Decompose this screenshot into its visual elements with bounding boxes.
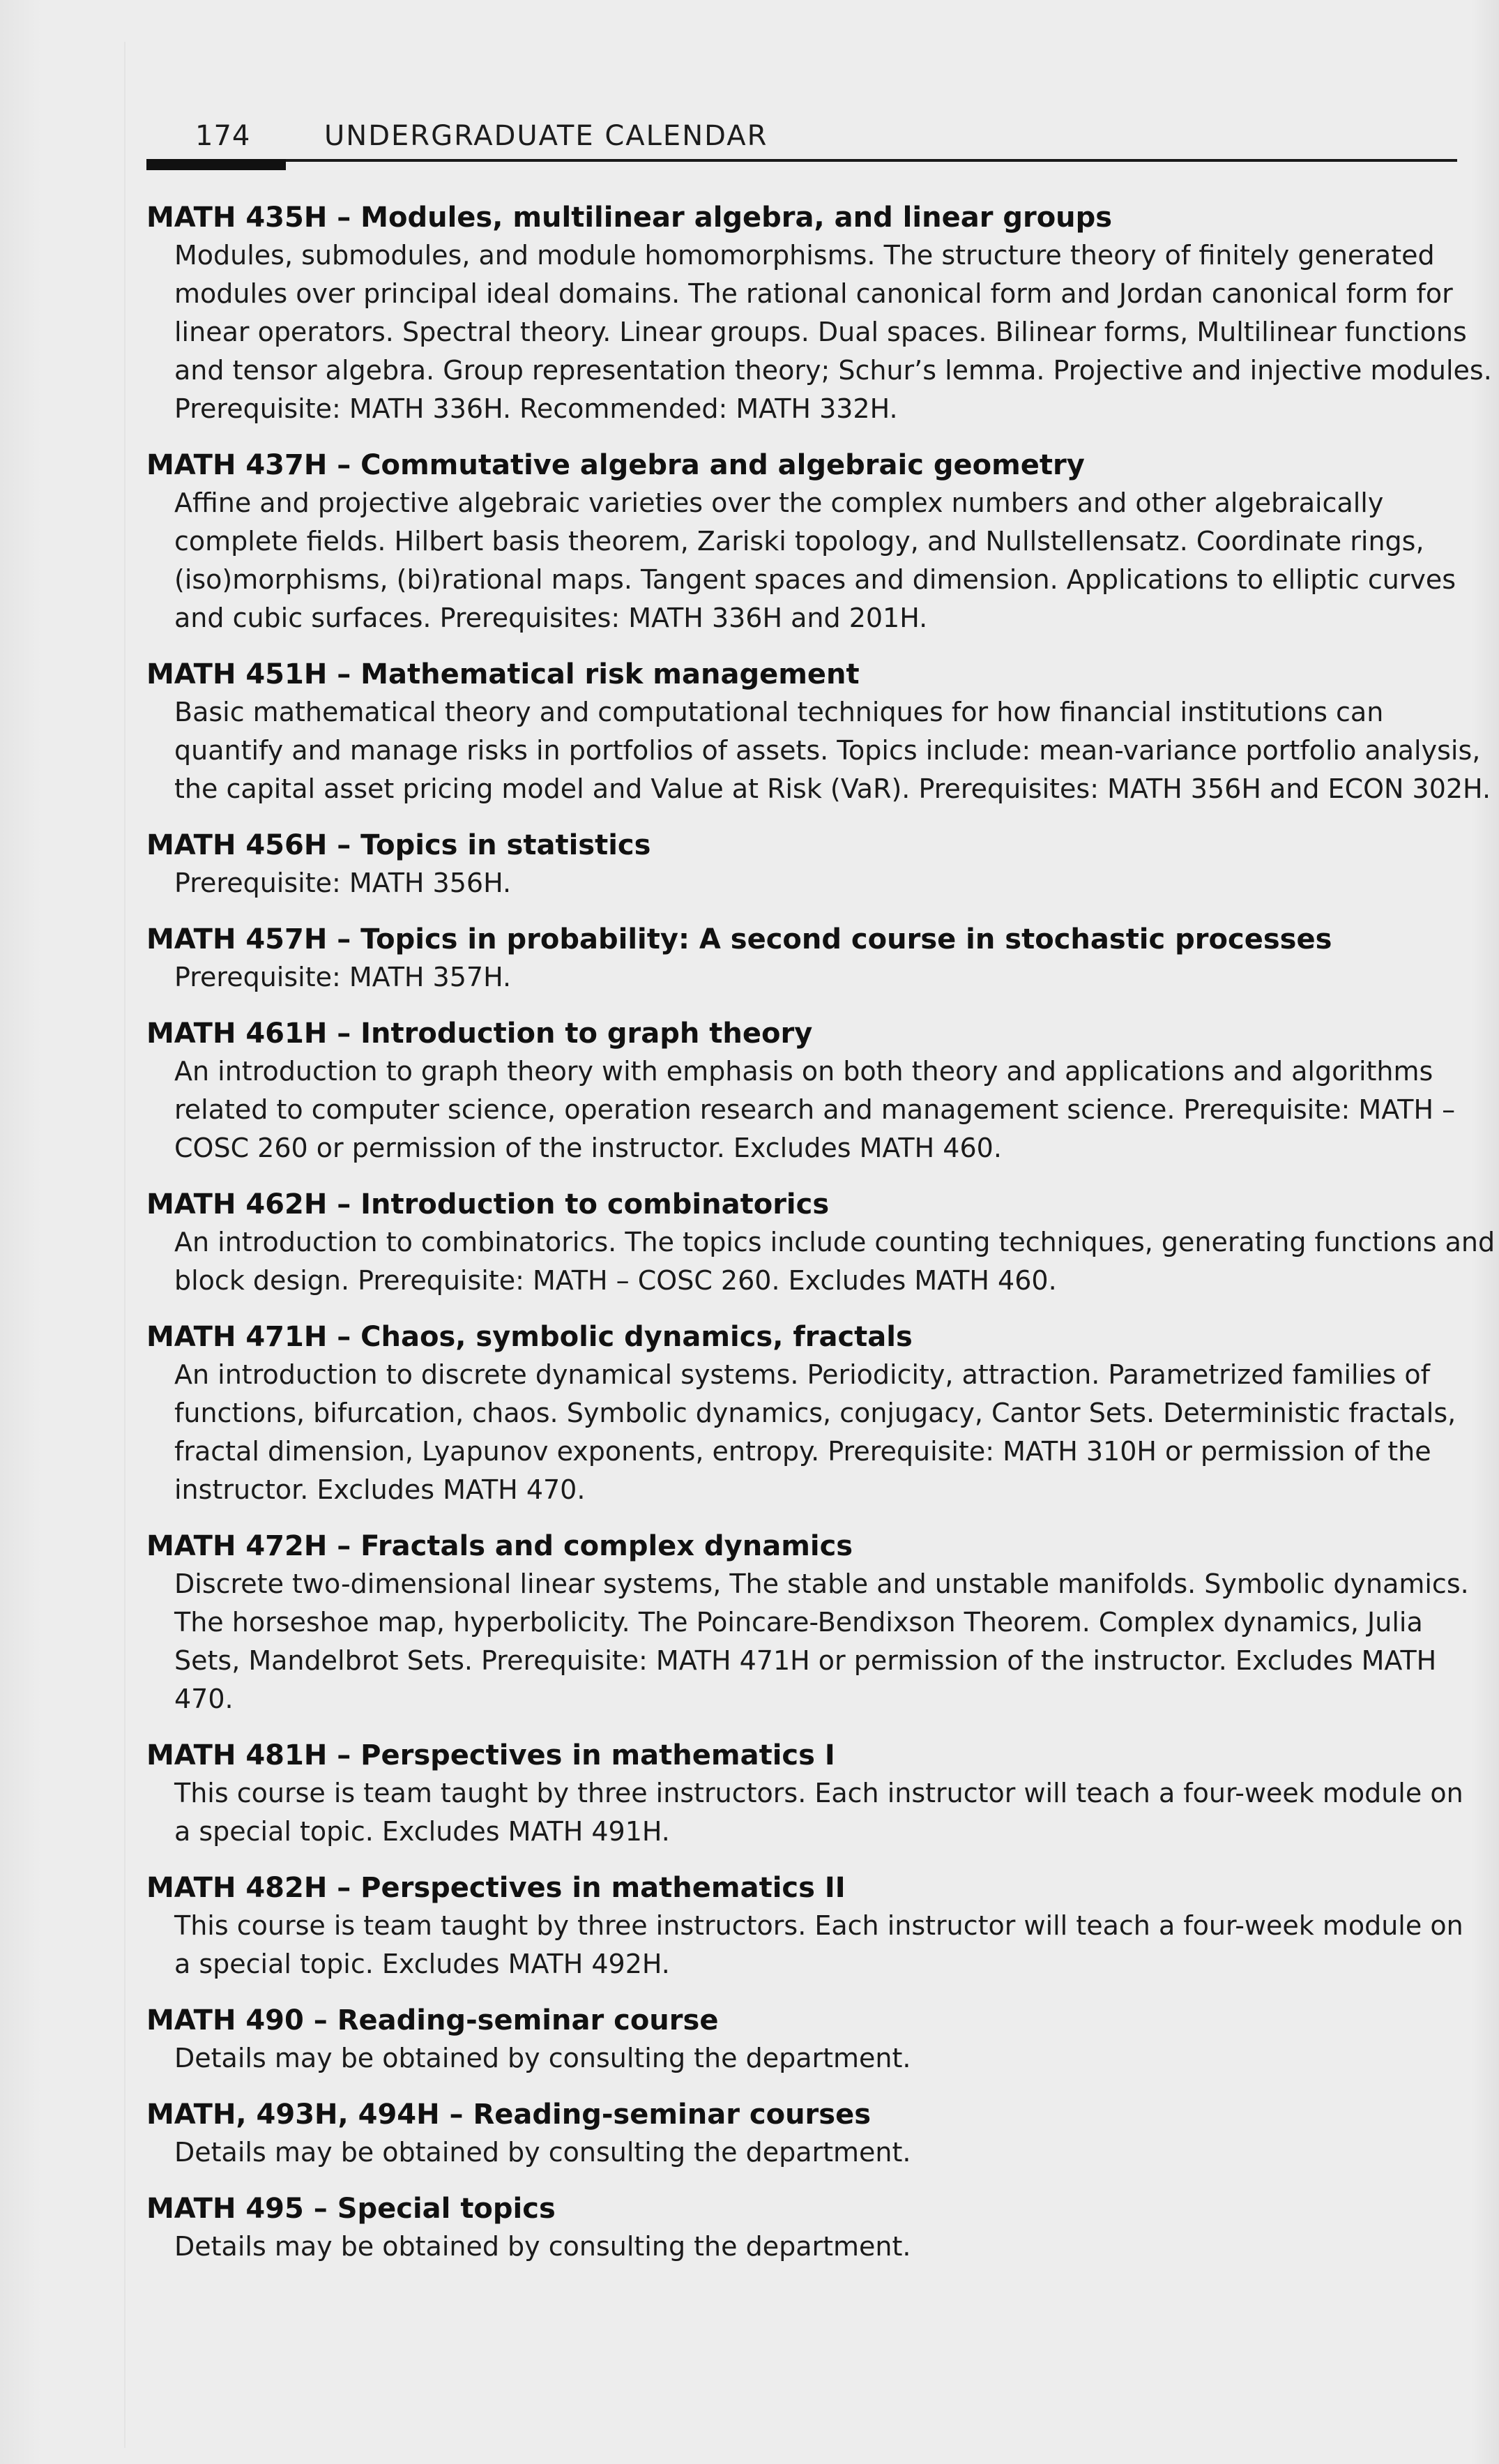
course-description: [174, 693, 1499, 808]
course-title: MATH 456H – Topics in statistics: [146, 829, 651, 861]
description-line: An introduction to graph theory with emphasis on both theory and applications and algorithms: [174, 1056, 1433, 1087]
course-entry: [146, 1186, 1499, 1300]
course-description: [174, 1052, 1499, 1167]
course-description: [174, 1565, 1499, 1718]
description-line: Details may be obtained by consulting the department.: [174, 2137, 911, 2168]
course-title: MATH 490 – Reading-seminar course: [146, 2004, 719, 2036]
description-line: Prerequisite: MATH 356H.: [174, 868, 512, 898]
course-entry: [146, 199, 1499, 428]
description-line: and cubic surfaces. Prerequisites: MATH 336H and 201H.: [174, 603, 928, 633]
course-entry: [146, 921, 1499, 997]
description-line: fractal dimension, Lyapunov exponents, entropy. Prerequisite: MATH 310H or permission of the: [174, 1436, 1431, 1467]
course-entry: [146, 1869, 1499, 1983]
description-line: Sets, Mandelbrot Sets. Prerequisite: MATH 471H or permission of the instructor. Excludes MATH: [174, 1645, 1437, 1676]
course-description: [174, 1356, 1499, 1509]
description-line: block design. Prerequisite: MATH – COSC 260. Excludes MATH 460.: [174, 1265, 1057, 1296]
course-title: MATH 457H – Topics in probability: A second course in stochastic processes: [146, 923, 1332, 955]
description-line: instructor. Excludes MATH 470.: [174, 1474, 586, 1505]
course-entry: [146, 656, 1499, 808]
description-line: Prerequisite: MATH 336H. Recommended: MATH 332H.: [174, 393, 898, 424]
description-line: a special topic. Excludes MATH 492H.: [174, 1949, 670, 1979]
course-title: MATH 437H – Commutative algebra and algebraic geometry: [146, 449, 1085, 481]
header-rule-accent: [146, 159, 286, 170]
course-description: [174, 2228, 1499, 2266]
description-line: This course is team taught by three instructors. Each instructor will teach a four-week module on: [174, 1910, 1463, 1941]
description-line: complete fields. Hilbert basis theorem, Zariski topology, and Nullstellensatz. Coordinate rings,: [174, 526, 1424, 557]
course-title: MATH 435H – Modules, multilinear algebra, and linear groups: [146, 202, 1113, 234]
course-entry: [146, 1318, 1499, 1509]
course-description: [174, 1223, 1499, 1300]
course-title: MATH 462H – Introduction to combinatorics: [146, 1188, 830, 1220]
course-title: MATH 451H – Mathematical risk management: [146, 658, 860, 690]
course-entry: [146, 2096, 1499, 2172]
page-number: 174: [195, 120, 251, 152]
course-description: [174, 484, 1499, 637]
description-line: modules over principal ideal domains. The rational canonical form and Jordan canonical form for: [174, 278, 1453, 309]
description-line: An introduction to combinatorics. The topics include counting techniques, generating functions and: [174, 1227, 1496, 1257]
course-description: [174, 2039, 1499, 2078]
course-entry: [146, 826, 1499, 902]
description-line: This course is team taught by three instructors. Each instructor will teach a four-week module on: [174, 1778, 1463, 1808]
course-title: MATH 471H – Chaos, symbolic dynamics, fractals: [146, 1321, 913, 1353]
description-line: The horseshoe map, hyperbolicity. The Poincare-Bendixson Theorem. Complex dynamics, Julia: [174, 1607, 1423, 1638]
description-line: Details may be obtained by consulting the department.: [174, 2043, 911, 2073]
running-title: UNDERGRADUATE CALENDAR: [324, 120, 768, 152]
course-description: [174, 1774, 1499, 1851]
course-description: [174, 1907, 1499, 1983]
description-line: Details may be obtained by consulting the department.: [174, 2231, 911, 2262]
description-line: Affine and projective algebraic varieties over the complex numbers and other algebraically: [174, 487, 1384, 518]
course-title: MATH 481H – Perspectives in mathematics I: [146, 1739, 835, 1771]
header-rule: [146, 159, 1457, 162]
description-line: (iso)morphisms, (bi)rational maps. Tangent spaces and dimension. Applications to elliptic curves: [174, 564, 1456, 595]
course-description: [174, 958, 1499, 997]
course-title: MATH 461H – Introduction to graph theory: [146, 1018, 813, 1050]
course-title: MATH 472H – Fractals and complex dynamics: [146, 1530, 853, 1562]
description-line: Modules, submodules, and module homomorphisms. The structure theory of finitely generated: [174, 240, 1435, 271]
description-line: related to computer science, operation research and management science. Prerequisite: MATH –: [174, 1094, 1456, 1125]
description-line: COSC 260 or permission of the instructor. Excludes MATH 460.: [174, 1133, 1002, 1163]
description-line: 470.: [174, 1684, 234, 1714]
description-line: and tensor algebra. Group representation theory; Schur’s lemma. Projective and injective modules.: [174, 355, 1492, 386]
description-line: Discrete two-dimensional linear systems, The stable and unstable manifolds. Symbolic dynamics.: [174, 1569, 1469, 1599]
course-entry: [146, 1737, 1499, 1851]
description-line: the capital asset pricing model and Value at Risk (VaR). Prerequisites: MATH 356H and ECON 302H.: [174, 773, 1491, 804]
description-line: Prerequisite: MATH 357H.: [174, 962, 512, 992]
course-entry: [146, 446, 1499, 637]
course-entry: [146, 2190, 1499, 2266]
course-description: [174, 236, 1499, 428]
course-list: [146, 199, 1499, 2284]
course-title: MATH, 493H, 494H – Reading-seminar courses: [146, 2099, 872, 2131]
course-description: [174, 864, 1499, 902]
course-entry: [146, 2002, 1499, 2078]
course-description: [174, 2133, 1499, 2172]
page-header: [195, 120, 768, 162]
description-line: linear operators. Spectral theory. Linear groups. Dual spaces. Bilinear forms, Multilinear functions: [174, 317, 1467, 347]
course-title: MATH 495 – Special topics: [146, 2193, 556, 2225]
scan-fold-shadow: [124, 42, 125, 2448]
description-line: An introduction to discrete dynamical systems. Periodicity, attraction. Parametrized families of: [174, 1359, 1431, 1390]
course-entry: [146, 1015, 1499, 1167]
course-entry: [146, 1527, 1499, 1718]
course-title: MATH 482H – Perspectives in mathematics II: [146, 1872, 846, 1904]
description-line: Basic mathematical theory and computational techniques for how financial institutions can: [174, 697, 1384, 727]
description-line: a special topic. Excludes MATH 491H.: [174, 1816, 670, 1847]
description-line: quantify and manage risks in portfolios of assets. Topics include: mean-variance portfolio analysis,: [174, 735, 1481, 766]
description-line: functions, bifurcation, chaos. Symbolic dynamics, conjugacy, Cantor Sets. Deterministic fractals,: [174, 1398, 1456, 1428]
